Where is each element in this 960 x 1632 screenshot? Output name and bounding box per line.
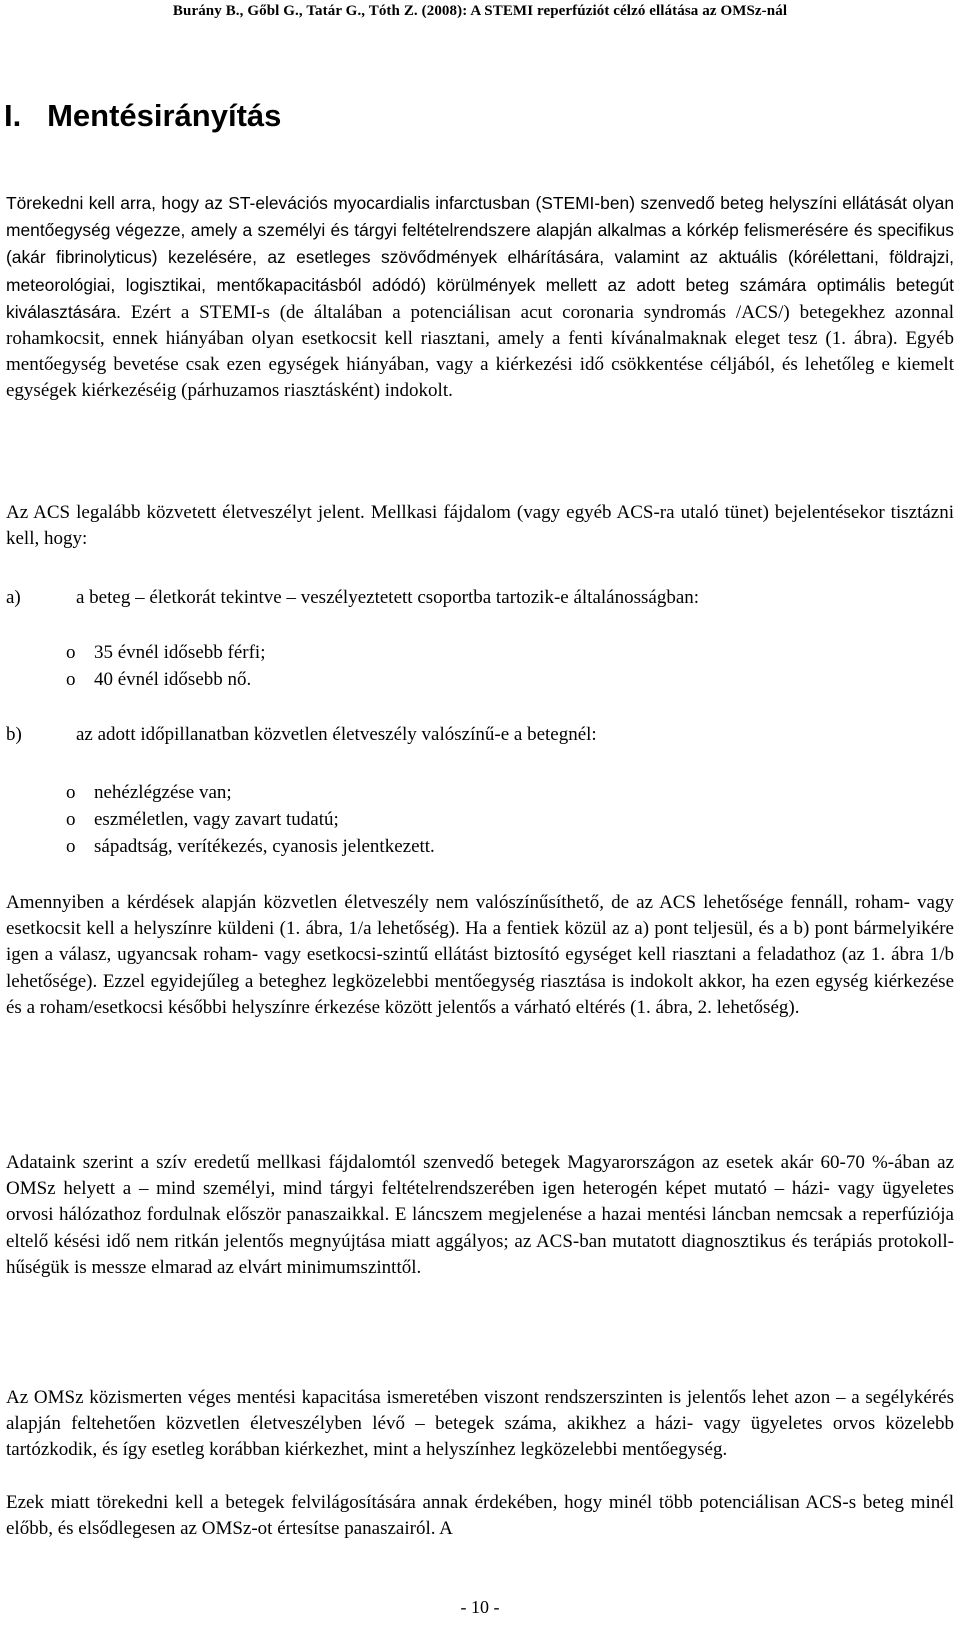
list-marker-b: b) xyxy=(6,724,22,745)
bullet-marker: o xyxy=(66,836,76,857)
paragraph-1-serif-part: Ezért a STEMI-s (de általában a potenciálisan acut coronaria syndromás /ACS/) betegekhez azonnal rohamkocsit, ennek hiányában olyan esetkocsit kell riasztani, amely a fenti kívánalmaknak eleget tesz (1. ábra). Egyéb mentőegység bevetése csak ezen egységek hiányában, vagy a kiérkezési idő csökkentése céljából, és lehetőleg e kiemelt egységek kiérkezéséig (párhuzamos riasztásként) indokolt. xyxy=(6,301,954,402)
paragraph-3: Amennyiben a kérdések alapján közvetlen életveszély nem valószínűsíthető, de az ACS lehetősége fennáll, roham- vagy esetkocsit kell a helyszínre küldeni (1. ábra, 1/a lehetőség). Ha a fentiek közül az a) pont teljesül, és a b) pont bármelyikére igen a válasz, ugyancsak roham- vagy esetkocsi-szintű ellátást biztosító egységet kell riasztani a feladathoz (az 1. ábra 1/b lehetősége). Ezzel egyidejűleg a beteghez legközelebbi mentőegység riasztása is indokolt akkor, ha ezen egység kiérkezése és a roham/esetkocsi későbbi helyszínre érkezése között jelentős a várható eltérés (1. ábra, 2. lehetőség). xyxy=(6,892,954,1018)
section-heading: I. Mentésirányítás xyxy=(4,98,282,133)
bullet-marker: o xyxy=(66,782,76,803)
bullet-text: 40 évnél idősebb nő. xyxy=(94,669,252,690)
page-number: - 10 - xyxy=(460,1597,500,1617)
bullet-text: nehézlégzése van; xyxy=(94,782,232,803)
paragraph-2: Az ACS legalább közvetett életveszélyt jelent. Mellkasi fájdalom (vagy egyéb ACS-ra utaló tünet) bejelentésekor tisztázni kell, hogy: xyxy=(6,502,954,550)
bullet-text: sápadtság, verítékezés, cyanosis jelentkezett. xyxy=(94,836,435,857)
bullet-text: eszméletlen, vagy zavart tudatú; xyxy=(94,809,339,830)
bullet-marker: o xyxy=(66,809,76,830)
running-header: Burány B., Gőbl G., Tatár G., Tóth Z. (2008): A STEMI reperfúziót célzó ellátása az OMSz-nál xyxy=(172,3,788,19)
bullet-marker: o xyxy=(66,669,76,690)
bullet-marker: o xyxy=(66,642,76,663)
paragraph-4: Adataink szerint a szív eredetű mellkasi fájdalomtól szenvedő betegek Magyarországon az esetek akár 60-70 %-ában az OMSz helyett a – mind személyi, mind tárgyi feltételrendszerében igen heterogén képet mutató – házi- vagy ügyeletes orvosi hálózathoz fordulnak először panaszaikkal. E láncszem megjelenése a hazai mentési láncban nemcsak a reperfúziója eltelő késési idő nem ritkán jelentős megnyújtása miatt aggályos; az ACS-ban mutatott diagnosztikus és terápiás protokoll-hűségük is messze elmarad az elvárt minimumszinttől. xyxy=(6,1152,954,1278)
list-marker-a: a) xyxy=(6,587,21,608)
list-text-a: a beteg – életkorát tekintve – veszélyeztetett csoportba tartozik-e általánosságban: xyxy=(76,587,700,608)
paragraph-5: Az OMSz közismerten véges mentési kapacitása ismeretében viszont rendszerszinten is jelentős lehet azon – a segélykérés alapján feltehetően közvetlen életveszélyben lévő – betegek száma, akikhez a házi- vagy ügyeletes orvos közelebb tartózkodik, és így esetleg korábban kiérkezhet, mint a helyszínhez legközelebbi mentőegység. xyxy=(6,1387,954,1461)
paragraph-1-sans-part: Törekedni kell arra, hogy az ST-elevációs myocardialis infarctusban (STEMI-ben) szenvedő beteg helyszíni ellátását olyan mentőegység végezze, amely a személyi és tárgyi feltételrendszere alapján alkalmas a kórkép felismerésére és specifikus (akár fibrinolyticus) kezelésére, az esetleges szövődmények elhárítására, valamint az aktuális (kórélettani, földrajzi, meteorológiai, logisztikai, mentőkapacitásból adódó) körülmények mellett az adott beteg számára optimális betegút kiválasztására. xyxy=(6,193,954,322)
paragraph-6: Ezek miatt törekedni kell a betegek felvilágosítására annak érdekében, hogy minél több potenciálisan ACS-s beteg minél előbb, és elsődlegesen az OMSz-ot értesítse panaszairól. A xyxy=(6,1492,954,1540)
bullet-text: 35 évnél idősebb férfi; xyxy=(94,642,266,663)
list-text-b: az adott időpillanatban közvetlen életveszély valószínű-e a betegnél: xyxy=(76,724,597,745)
paragraph-1 xyxy=(6,190,954,405)
